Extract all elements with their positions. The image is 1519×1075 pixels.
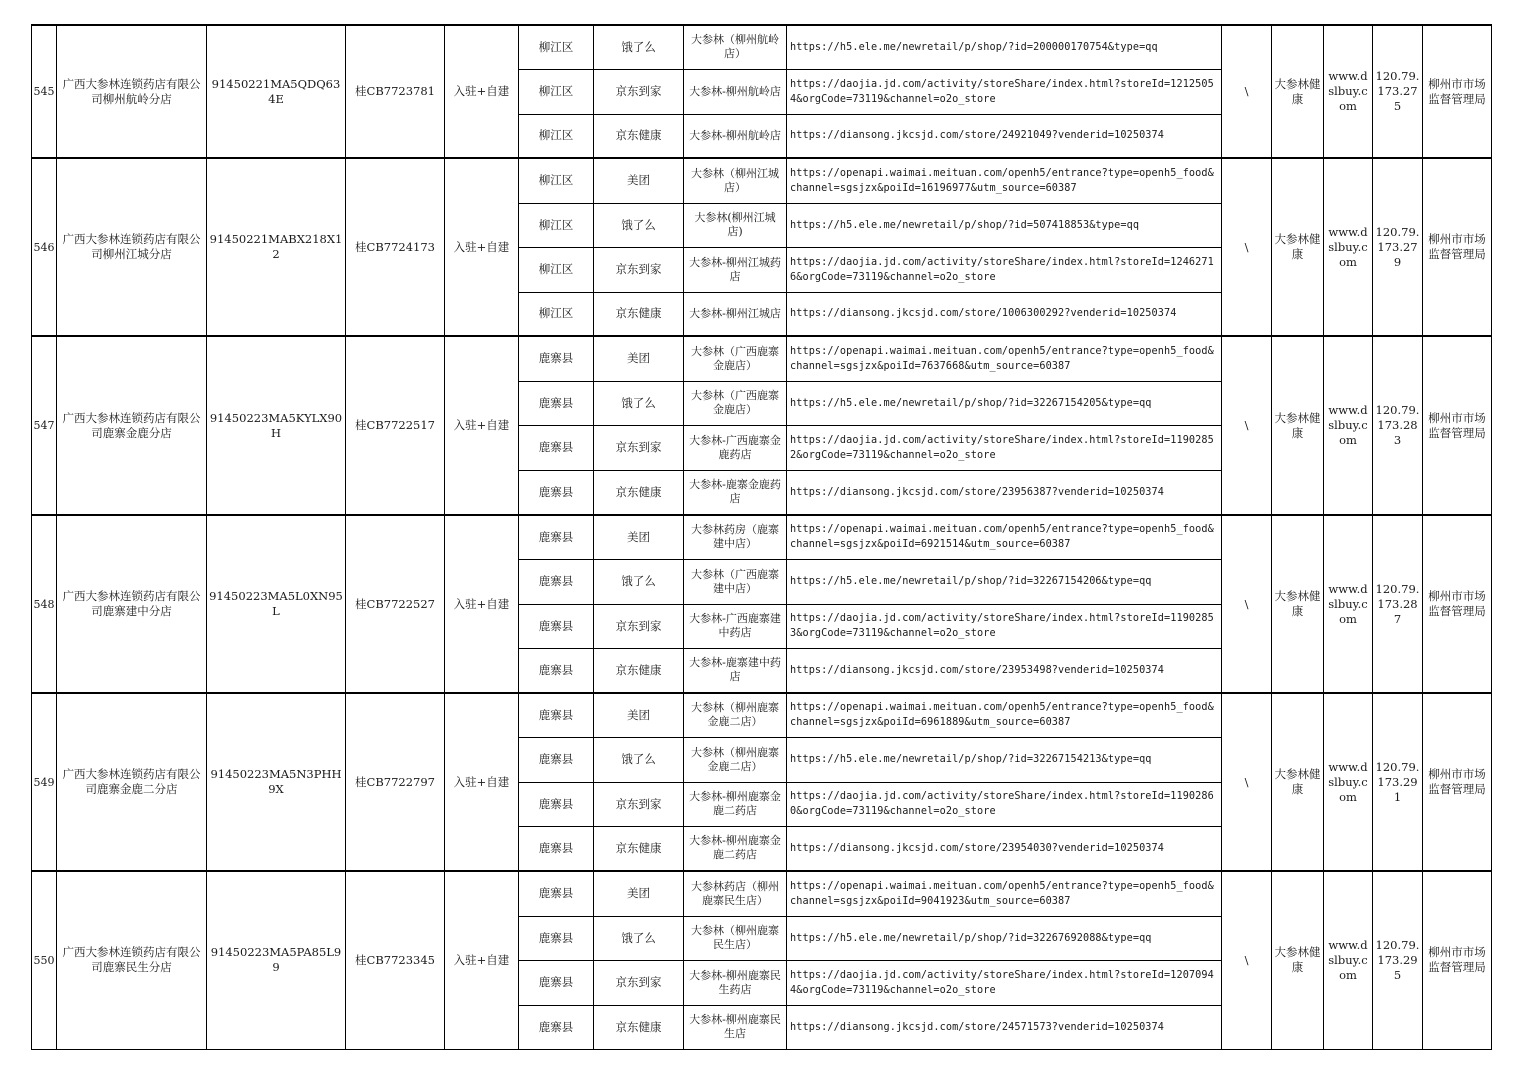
district: 柳江区 [519,25,594,69]
website: www.dslbuy.com [1324,871,1373,1049]
shop-url: https://h5.ele.me/newretail/p/shop/?id=32267154205&type=qq [787,381,1222,425]
store-number: 545 [32,25,57,158]
platform-name: 京东到家 [594,69,684,114]
mini-program: 大参林健康 [1272,515,1324,693]
district: 鹿寨县 [519,470,594,515]
shop-name: 大参林-柳州鹿寨民生店 [684,1005,787,1049]
shop-name: 大参林（广西鹿寨金鹿店） [684,381,787,425]
platform-name: 京东健康 [594,292,684,336]
ip-address: 120.79.173.283 [1373,336,1423,515]
mini-program: 大参林健康 [1272,871,1324,1049]
shop-name: 大参林-鹿寨建中药店 [684,648,787,693]
website: www.dslbuy.com [1324,693,1373,871]
shop-url: https://h5.ele.me/newretail/p/shop/?id=32267692088&type=qq [787,916,1222,960]
company-name: 广西大参林连锁药店有限公司鹿寨金鹿二分店 [57,693,207,871]
ip-address: 120.79.173.287 [1373,515,1423,693]
credit-code: 91450223MA5L0XN95L [207,515,346,693]
platform-name: 美团 [594,515,684,559]
district: 鹿寨县 [519,336,594,381]
shop-name: 大参林药房（鹿寨建中店） [684,515,787,559]
operation-mode: 入驻+自建 [445,871,519,1049]
app-name: \ [1222,336,1272,515]
license-number: 桂CB7722527 [346,515,445,693]
table-row [32,693,1492,737]
platform-name: 美团 [594,871,684,916]
district: 鹿寨县 [519,604,594,648]
shop-name: 大参林(柳州江城店) [684,203,787,247]
shop-name: 大参林-柳州航岭店 [684,114,787,158]
shop-name: 大参林-柳州鹿寨金鹿二药店 [684,826,787,871]
platform-name: 饿了么 [594,559,684,604]
district: 鹿寨县 [519,1005,594,1049]
regulator: 柳州市市场监督管理局 [1423,25,1492,158]
ip-address: 120.79.173.275 [1373,25,1423,158]
table-row [32,336,1492,381]
shop-name: 大参林-广西鹿寨金鹿药店 [684,425,787,470]
shop-name: 大参林（广西鹿寨建中店） [684,559,787,604]
company-name: 广西大参林连锁药店有限公司鹿寨建中分店 [57,515,207,693]
platform-name: 京东健康 [594,470,684,515]
mini-program: 大参林健康 [1272,25,1324,158]
website: www.dslbuy.com [1324,158,1373,336]
company-name: 广西大参林连锁药店有限公司鹿寨民生分店 [57,871,207,1049]
operation-mode: 入驻+自建 [445,336,519,515]
shop-url: https://daojia.jd.com/activity/storeShare/index.html?storeId=11902860&orgCode=73119&channel=o2o_store [787,782,1222,826]
district: 鹿寨县 [519,693,594,737]
table-row [32,25,1492,69]
shop-name: 大参林-柳州鹿寨民生药店 [684,960,787,1005]
platform-name: 京东健康 [594,114,684,158]
platform-name: 饿了么 [594,381,684,425]
shop-name: 大参林（柳州航岭店） [684,25,787,69]
shop-name: 大参林药店（柳州鹿寨民生店） [684,871,787,916]
store-number: 549 [32,693,57,871]
platform-name: 饿了么 [594,916,684,960]
store-number: 547 [32,336,57,515]
credit-code: 91450221MABX218X12 [207,158,346,336]
mini-program: 大参林健康 [1272,336,1324,515]
company-name: 广西大参林连锁药店有限公司鹿寨金鹿分店 [57,336,207,515]
license-number: 桂CB7723781 [346,25,445,158]
license-number: 桂CB7723345 [346,871,445,1049]
shop-url: https://diansong.jkcsjd.com/store/23956387?venderid=10250374 [787,470,1222,515]
app-name: \ [1222,871,1272,1049]
shop-url: https://openapi.waimai.meituan.com/openh5/entrance?type=openh5_food&channel=sgsjzx&poiId=16196977&utm_source=60387 [787,158,1222,203]
district: 鹿寨县 [519,737,594,782]
platform-name: 美团 [594,336,684,381]
platform-name: 京东到家 [594,782,684,826]
store-registry-body [32,25,1492,1049]
credit-code: 91450223MA5PA85L99 [207,871,346,1049]
credit-code: 91450223MA5N3PHH9X [207,693,346,871]
regulator: 柳州市市场监督管理局 [1423,871,1492,1049]
district: 鹿寨县 [519,648,594,693]
store-number: 550 [32,871,57,1049]
license-number: 桂CB7724173 [346,158,445,336]
ip-address: 120.79.173.279 [1373,158,1423,336]
regulator: 柳州市市场监督管理局 [1423,158,1492,336]
store-number: 548 [32,515,57,693]
shop-name: 大参林（柳州鹿寨金鹿二店） [684,693,787,737]
credit-code: 91450221MA5QDQ634E [207,25,346,158]
operation-mode: 入驻+自建 [445,158,519,336]
shop-url: https://diansong.jkcsjd.com/store/24571573?venderid=10250374 [787,1005,1222,1049]
mini-program: 大参林健康 [1272,693,1324,871]
shop-url: https://diansong.jkcsjd.com/store/1006300292?venderid=10250374 [787,292,1222,336]
shop-url: https://diansong.jkcsjd.com/store/24921049?venderid=10250374 [787,114,1222,158]
shop-url: https://openapi.waimai.meituan.com/openh5/entrance?type=openh5_food&channel=sgsjzx&poiId=7637668&utm_source=60387 [787,336,1222,381]
shop-name: 大参林-柳州江城店 [684,292,787,336]
shop-url: https://h5.ele.me/newretail/p/shop/?id=507418853&type=qq [787,203,1222,247]
website: www.dslbuy.com [1324,25,1373,158]
shop-name: 大参林-鹿寨金鹿药店 [684,470,787,515]
regulator: 柳州市市场监督管理局 [1423,336,1492,515]
shop-url: https://daojia.jd.com/activity/storeShare/index.html?storeId=11902852&orgCode=73119&channel=o2o_store [787,425,1222,470]
shop-url: https://daojia.jd.com/activity/storeShare/index.html?storeId=12462716&orgCode=73119&channel=o2o_store [787,247,1222,292]
license-number: 桂CB7722797 [346,693,445,871]
shop-url: https://openapi.waimai.meituan.com/openh5/entrance?type=openh5_food&channel=sgsjzx&poiId=6921514&utm_source=60387 [787,515,1222,559]
district: 鹿寨县 [519,960,594,1005]
platform-name: 京东健康 [594,648,684,693]
table-row [32,158,1492,203]
ip-address: 120.79.173.295 [1373,871,1423,1049]
platform-name: 京东到家 [594,960,684,1005]
shop-url: https://diansong.jkcsjd.com/store/23954030?venderid=10250374 [787,826,1222,871]
district: 柳江区 [519,203,594,247]
shop-name: 大参林-柳州鹿寨金鹿二药店 [684,782,787,826]
company-name: 广西大参林连锁药店有限公司柳州江城分店 [57,158,207,336]
table-row [32,515,1492,559]
district: 柳江区 [519,158,594,203]
shop-name: 大参林（柳州鹿寨金鹿二店） [684,737,787,782]
platform-name: 美团 [594,693,684,737]
platform-name: 饿了么 [594,25,684,69]
website: www.dslbuy.com [1324,336,1373,515]
district: 柳江区 [519,114,594,158]
shop-name: 大参林（广西鹿寨金鹿店） [684,336,787,381]
district: 鹿寨县 [519,425,594,470]
district: 鹿寨县 [519,381,594,425]
platform-name: 京东到家 [594,425,684,470]
district: 鹿寨县 [519,871,594,916]
store-number: 546 [32,158,57,336]
shop-name: 大参林-广西鹿寨建中药店 [684,604,787,648]
platform-name: 饿了么 [594,203,684,247]
company-name: 广西大参林连锁药店有限公司柳州航岭分店 [57,25,207,158]
regulator: 柳州市市场监督管理局 [1423,693,1492,871]
app-name: \ [1222,158,1272,336]
shop-url: https://h5.ele.me/newretail/p/shop/?id=32267154206&type=qq [787,559,1222,604]
platform-name: 饿了么 [594,737,684,782]
district: 鹿寨县 [519,782,594,826]
platform-name: 京东到家 [594,604,684,648]
shop-url: https://daojia.jd.com/activity/storeShare/index.html?storeId=12070944&orgCode=73119&channel=o2o_store [787,960,1222,1005]
table-row [32,871,1492,916]
district: 鹿寨县 [519,826,594,871]
operation-mode: 入驻+自建 [445,515,519,693]
shop-url: https://daojia.jd.com/activity/storeShare/index.html?storeId=12125054&orgCode=73119&channel=o2o_store [787,69,1222,114]
district: 柳江区 [519,69,594,114]
credit-code: 91450223MA5KYLX90H [207,336,346,515]
shop-url: https://openapi.waimai.meituan.com/openh5/entrance?type=openh5_food&channel=sgsjzx&poiId=6961889&utm_source=60387 [787,693,1222,737]
district: 鹿寨县 [519,559,594,604]
regulator: 柳州市市场监督管理局 [1423,515,1492,693]
district: 柳江区 [519,247,594,292]
district: 鹿寨县 [519,515,594,559]
shop-name: 大参林-柳州江城药店 [684,247,787,292]
platform-name: 美团 [594,158,684,203]
district: 柳江区 [519,292,594,336]
app-name: \ [1222,25,1272,158]
shop-url: https://h5.ele.me/newretail/p/shop/?id=32267154213&type=qq [787,737,1222,782]
shop-name: 大参林（柳州江城店） [684,158,787,203]
shop-name: 大参林（柳州鹿寨民生店） [684,916,787,960]
app-name: \ [1222,693,1272,871]
license-number: 桂CB7722517 [346,336,445,515]
store-registry-table [31,24,1492,1050]
platform-name: 京东到家 [594,247,684,292]
website: www.dslbuy.com [1324,515,1373,693]
mini-program: 大参林健康 [1272,158,1324,336]
shop-url: https://daojia.jd.com/activity/storeShare/index.html?storeId=11902853&orgCode=73119&channel=o2o_store [787,604,1222,648]
operation-mode: 入驻+自建 [445,693,519,871]
shop-name: 大参林-柳州航岭店 [684,69,787,114]
platform-name: 京东健康 [594,1005,684,1049]
shop-url: https://diansong.jkcsjd.com/store/23953498?venderid=10250374 [787,648,1222,693]
shop-url: https://openapi.waimai.meituan.com/openh5/entrance?type=openh5_food&channel=sgsjzx&poiId=9041923&utm_source=60387 [787,871,1222,916]
ip-address: 120.79.173.291 [1373,693,1423,871]
district: 鹿寨县 [519,916,594,960]
platform-name: 京东健康 [594,826,684,871]
operation-mode: 入驻+自建 [445,25,519,158]
app-name: \ [1222,515,1272,693]
shop-url: https://h5.ele.me/newretail/p/shop/?id=200000170754&type=qq [787,25,1222,69]
